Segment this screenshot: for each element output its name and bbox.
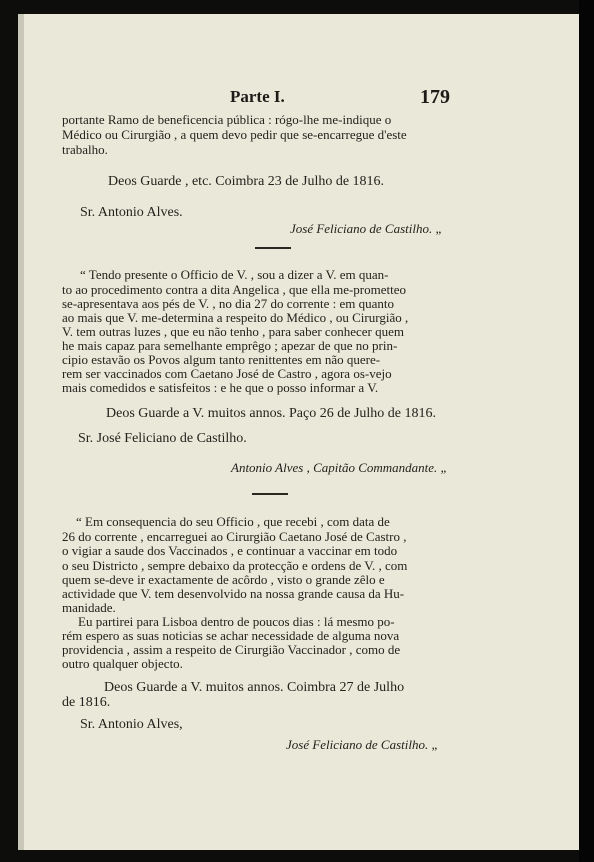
text-line: V. tem outras luzes , que eu não tenho , para saber conhecer quem: [62, 324, 404, 339]
running-head: Parte I.: [230, 87, 285, 106]
text-line: rém espero as suas noticias se achar necessidade de alguma nova: [62, 628, 400, 643]
text-line: rem ser vaccinados com Caetano José de Castro , agora os-vejo: [62, 366, 392, 381]
closing-line: de 1816.: [62, 695, 111, 710]
text-line: quem se-deve ir exactamente de acôrdo , visto o grande zêlo e: [62, 572, 385, 587]
text-line: mais comedidos e satisfeitos : e he que o posso informar a V.: [62, 380, 379, 395]
text-line: outro qualquer objecto.: [62, 656, 183, 671]
text-line: o vigiar a saude dos Vaccinados , e continuar a vaccinar em todo: [62, 543, 398, 558]
signature: Antonio Alves , Capitão Commandante. „: [231, 460, 448, 475]
text-line: Eu partirei para Lisboa dentro de poucos dias : lá mesmo po-: [78, 614, 395, 629]
scan-border: [579, 0, 594, 862]
text-line: Médico ou Cirurgião , a quem devo pedir que se-encarregue d'este: [62, 127, 407, 142]
closing-line: Deos Guarde , etc. Coimbra 23 de Julho de 1816.: [108, 174, 385, 189]
section-rule: [255, 247, 291, 249]
text-line: portante Ramo de beneficencia pública : rógo-lhe me-indique o: [62, 112, 392, 127]
text-line: se-apresentava aos pés de V. , no dia 27 do corrente : em quanto: [62, 296, 395, 311]
text-line: actividade que V. tem desenvolvido na nossa grande causa da Hu-: [62, 586, 405, 601]
section-rule: [252, 493, 288, 495]
text-line: “ Tendo presente o Officio de V. , sou a dizer a V. em quan-: [80, 267, 389, 282]
addressee: Sr. José Feliciano de Castilho.: [78, 431, 247, 446]
signature: José Feliciano de Castilho. „: [290, 221, 443, 236]
text-line: manidade.: [62, 600, 116, 615]
signature: José Feliciano de Castilho. „: [286, 737, 439, 752]
page-gutter: [18, 14, 24, 850]
text-line: 26 do corrente , encarreguei ao Cirurgião Caetano José de Castro ,: [62, 529, 407, 544]
text-line: to ao procedimento contra a dita Angelica , que ella me-prometteo: [62, 282, 407, 297]
closing-line: Deos Guarde a V. muitos annos. Coimbra 27 de Julho: [104, 680, 405, 695]
text-line: providencia , assim a respeito de Cirurgião Vaccinador , como de: [62, 642, 401, 657]
text-line: “ Em consequencia do seu Officio , que recebi , com data de: [76, 514, 390, 529]
text-line: o seu Districto , sempre debaixo da protecção e ordens de V. , com: [62, 558, 408, 573]
text-line: ao mais que V. me-determina a respeito do Médico , ou Cirurgião ,: [62, 310, 409, 325]
text-line: trabalho.: [62, 142, 108, 157]
closing-line: Deos Guarde a V. muitos annos. Paço 26 de Julho de 1816.: [106, 406, 436, 421]
addressee: Sr. Antonio Alves,: [80, 717, 183, 732]
text-line: he mais capaz para semelhante emprêgo ; apezar de que no prin-: [62, 338, 398, 353]
addressee: Sr. Antonio Alves.: [80, 205, 183, 220]
page-number: 179: [420, 86, 450, 108]
text-line: cipio estavão os Povos algum tanto renittentes em não quere-: [62, 352, 381, 367]
